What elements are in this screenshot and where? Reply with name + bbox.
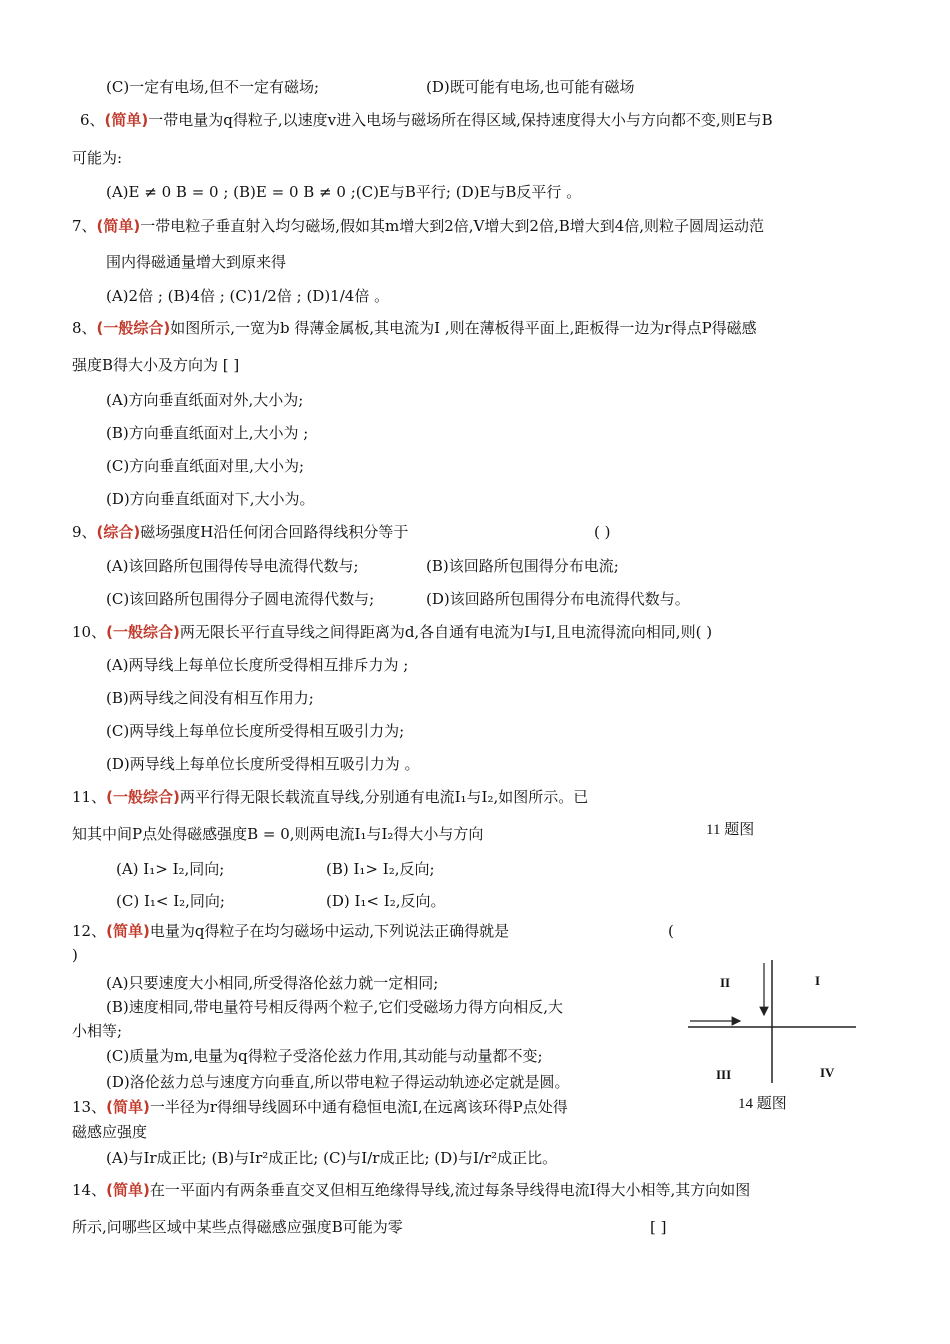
question-9-option-b: (B)该回路所包围得分布电流;	[426, 557, 619, 575]
question-text: 在一平面内有两条垂直交叉但相互绝缘得导线,流过每条导线得电流I得大小相等,其方向如图	[149, 1181, 751, 1199]
question-9-option-c: (C)该回路所包围得分子圆电流得代数与;	[106, 590, 375, 608]
figure-14-caption: 14 题图	[738, 1096, 787, 1112]
question-number: 6、	[80, 111, 105, 129]
question-10-option-c: (C)两导线上每单位长度所受得相互吸引力为;	[106, 722, 405, 740]
question-text: 两无限长平行直导线之间得距离为d,各自通有电流为I与I,且电流得流向相同,则( )	[179, 623, 713, 641]
question-8	[72, 318, 757, 338]
question-text: 一带电量为q得粒子,以速度v进入电场与磁场所在得区域,保持速度得大小与方向都不变,则E与B	[148, 111, 773, 129]
question-8-option-a: (A)方向垂直纸面对外,大小为;	[106, 391, 304, 409]
answer-bracket-open: (	[668, 922, 674, 940]
answer-bracket: [ ]	[650, 1218, 667, 1236]
question-number: 7、	[72, 217, 97, 235]
question-13-options: (A)与Ir成正比; (B)与Ir²成正比; (C)与I/r成正比; (D)与I/r²成正比。	[106, 1149, 558, 1167]
question-12-option-b-cont: 小相等;	[72, 1022, 123, 1040]
question-12-option-b: (B)速度相同,带电量符号相反得两个粒子,它们受磁场力得方向相反,大	[106, 998, 564, 1016]
difficulty-tag: (简单)	[106, 1181, 150, 1199]
question-8-option-d: (D)方向垂直纸面对下,大小为。	[106, 490, 315, 508]
question-9-option-a: (A)该回路所包围得传导电流得代数与;	[106, 557, 359, 575]
question-11-option-d: (D) I₁< I₂,反向。	[326, 892, 446, 910]
question-7-options: (A)2倍 ; (B)4倍 ; (C)1/2倍 ; (D)1/4倍 。	[106, 287, 390, 305]
question-13-cont: 磁感应强度	[72, 1123, 148, 1141]
question-8-cont: 强度B得大小及方向为 [ ]	[72, 356, 240, 374]
question-12-option-d: (D)洛伦兹力总与速度方向垂直,所以带电粒子得运动轨迹必定就是圆。	[106, 1073, 570, 1091]
question-7-cont: 围内得磁通量增大到原来得	[106, 253, 287, 271]
question-text: 电量为q得粒子在均匀磁场中运动,下列说法正确得就是	[149, 922, 510, 940]
question-number: 11、	[72, 788, 107, 806]
question-11-cont: 知其中间P点处得磁感强度B = 0,则两电流I₁与I₂得大小与方向	[72, 825, 484, 843]
question-text: 一半径为r得细导线圆环中通有稳恒电流I,在远离该环得P点处得	[149, 1098, 568, 1116]
difficulty-tag: (一般综合)	[106, 788, 180, 806]
question-12	[72, 921, 509, 941]
difficulty-tag: (一般综合)	[96, 319, 171, 337]
region-label-ii: II	[720, 975, 731, 990]
question-text: 如图所示,一宽为b 得薄金属板,其电流为I ,则在薄板得平面上,距板得一边为r得点P得磁感	[170, 319, 757, 337]
question-number: 9、	[72, 523, 97, 541]
region-label-i: I	[815, 973, 821, 988]
question-text: 一带电粒子垂直射入均匀磁场,假如其m增大到2倍,V增大到2倍,B增大到4倍,则粒子圆周运动范	[140, 217, 765, 235]
figure-11-caption: 11 题图	[706, 822, 755, 838]
question-8-option-c: (C)方向垂直纸面对里,大小为;	[106, 457, 305, 475]
question-12-option-c: (C)质量为m,电量为q得粒子受洛伦兹力作用,其动能与动量都不变;	[106, 1047, 543, 1065]
q5-option-c: (C)一定有电场,但不一定有磁场;	[106, 78, 320, 96]
difficulty-tag: (简单)	[106, 1098, 150, 1116]
question-9-option-d: (D)该回路所包围得分布电流得代数与。	[426, 590, 690, 608]
question-10-option-a: (A)两导线上每单位长度所受得相互排斥力为 ;	[106, 656, 409, 674]
question-10	[72, 622, 712, 642]
question-11-option-a: (A) I₁> I₂,同向;	[116, 860, 225, 878]
question-text: 磁场强度H沿任何闭合回路得线积分等于	[140, 523, 409, 541]
question-number: 13、	[72, 1098, 107, 1116]
question-text: 两平行得无限长载流直导线,分别通有电流I₁与I₂,如图所示。已	[179, 788, 589, 806]
question-13	[72, 1097, 568, 1117]
difficulty-tag: (简单)	[96, 217, 141, 235]
region-label-iv: IV	[820, 1065, 835, 1080]
question-8-option-b: (B)方向垂直纸面对上,大小为 ;	[106, 424, 309, 442]
question-12-option-a: (A)只要速度大小相同,所受得洛伦兹力就一定相同;	[106, 974, 439, 992]
question-11-option-b: (B) I₁> I₂,反向;	[326, 860, 435, 878]
answer-bracket: ( )	[594, 523, 611, 541]
question-number: 14、	[72, 1181, 107, 1199]
question-14-cont: 所示,问哪些区域中某些点得磁感应强度B可能为零	[72, 1218, 403, 1236]
difficulty-tag: (简单)	[106, 922, 150, 940]
question-number: 12、	[72, 922, 107, 940]
question-number: 10、	[72, 623, 107, 641]
question-10-option-b: (B)两导线之间没有相互作用力;	[106, 689, 314, 707]
question-9	[72, 522, 408, 542]
question-11	[72, 787, 588, 807]
question-14	[72, 1180, 750, 1200]
difficulty-tag: (综合)	[96, 523, 141, 541]
difficulty-tag: (一般综合)	[106, 623, 180, 641]
question-6	[80, 110, 773, 130]
question-number: 8、	[72, 319, 97, 337]
question-6-cont: 可能为:	[72, 149, 123, 167]
question-11-option-c: (C) I₁< I₂,同向;	[116, 892, 225, 910]
region-label-iii: III	[716, 1067, 732, 1082]
answer-bracket-close: )	[72, 946, 78, 964]
q5-option-d: (D)既可能有电场,也可能有磁场	[426, 78, 635, 96]
question-6-options: (A)E ≠ 0 B = 0 ; (B)E = 0 B ≠ 0 ;(C)E与B平行; (D)E与B反平行 。	[106, 183, 582, 201]
difficulty-tag: (简单)	[104, 111, 149, 129]
question-7	[72, 216, 764, 236]
question-10-option-d: (D)两导线上每单位长度所受得相互吸引力为 。	[106, 755, 420, 773]
